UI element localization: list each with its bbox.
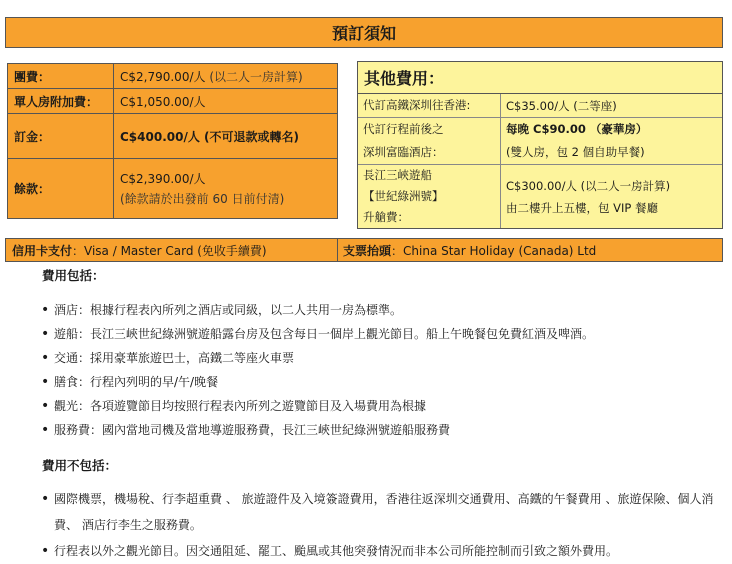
- includes-list: [40, 298, 720, 442]
- balance-note: (餘款請於出發前 60 日前付清): [120, 191, 285, 206]
- group-fee-value: [114, 64, 338, 89]
- payment-bar: [5, 238, 723, 262]
- list-item: • 國際機票，機場稅、行李超重費 、 旅遊證件及入境簽證費用，香港往返深圳交通費用、高鐵的午餐費用 、旅遊保險、個人消費、 酒店行李生之服務費。: [40, 486, 720, 538]
- other-fee-label-line: 長江三峽遊船: [363, 168, 432, 182]
- card-payment: [6, 242, 267, 259]
- other-fee-label-line: 代訂行程前後之: [363, 122, 444, 136]
- balance-amount: C$2,390.00/人: [120, 171, 206, 186]
- cheque-payment-label: 支票抬頭: [343, 243, 392, 258]
- payment-divider: [337, 239, 338, 261]
- other-fee-label: [358, 118, 501, 165]
- balance-label: 餘款：: [8, 159, 114, 219]
- cheque-payment-value: ：China Star Holiday (Canada) Ltd: [391, 243, 597, 258]
- includes-heading: 費用包括：: [42, 268, 105, 283]
- other-fee-value: [501, 118, 723, 165]
- other-fees-heading: 其他費用：: [358, 62, 722, 94]
- deposit-label: 訂金：: [8, 114, 114, 159]
- other-fee-label: 代訂高鐵深圳往香港:: [358, 94, 501, 118]
- other-fees-box: [357, 61, 723, 229]
- list-item: • 行程表以外之觀光節目。因交通阻延、罷工、颱風或其他突發情況而非本公司所能控制而引致之額外費用。: [40, 538, 720, 564]
- other-fee-value-line: C$300.00/人 (以二人一房計算): [506, 178, 671, 193]
- list-item: • 交通：採用豪華旅遊巴士，高鐵二等座火車票: [40, 346, 720, 370]
- other-fee-value: [501, 165, 723, 229]
- group-fee-amount: C$2,790.00/人: [120, 69, 206, 84]
- cheque-payment: [343, 242, 596, 259]
- other-fee-label-line: 升艙費：: [363, 210, 409, 224]
- other-fee-label-line: 【世紀綠洲號】: [363, 189, 444, 203]
- other-fee-value-line: 每晚 C$90.00 （豪華房）: [506, 122, 648, 136]
- single-supplement-label: 單人房附加費：: [8, 89, 114, 114]
- card-payment-label: 信用卡支付: [12, 243, 73, 258]
- card-payment-value: ：Visa / Master Card (免收手續費): [72, 243, 267, 258]
- group-fee-label: 團費：: [8, 64, 114, 89]
- fee-table: [7, 63, 338, 219]
- page-title: 預訂須知: [5, 17, 723, 48]
- list-item: • 酒店：根據行程表內所列之酒店或同級，以二人共用一房為標準。: [40, 298, 720, 322]
- excludes-heading: 費用不包括：: [42, 458, 118, 473]
- balance-value: [114, 159, 338, 219]
- other-fees-table: [358, 94, 722, 228]
- deposit-value: C$400.00/人 (不可退款或轉名): [114, 114, 338, 159]
- other-fee-value: C$35.00/人 (二等座): [501, 94, 723, 118]
- list-item: • 觀光：各項遊覽節目均按照行程表內所列之遊覽節目及入場費用為根據: [40, 394, 720, 418]
- other-fee-value-line: (雙人房，包 2 個自助早餐): [506, 145, 645, 159]
- list-item: • 服務費：國內當地司機及當地導遊服務費，長江三峽世紀綠洲號遊船服務費: [40, 418, 720, 442]
- list-item: • 遊船：長江三峽世紀綠洲號遊船露台房及包含每日一個岸上觀光節目。船上午晚餐包免費紅酒及啤酒。: [40, 322, 720, 346]
- single-supplement-value: C$1,050.00/人: [114, 89, 338, 114]
- excludes-list: [40, 486, 720, 564]
- list-item: • 膳食：行程內列明的早/午/晚餐: [40, 370, 720, 394]
- other-fee-value-line: 由二樓升上五樓，包 VIP 餐廳: [506, 200, 659, 215]
- other-fee-label-line: 深圳富臨酒店：: [363, 145, 444, 159]
- other-fee-label: [358, 165, 501, 229]
- group-fee-note: (以二人一房計算): [209, 69, 303, 84]
